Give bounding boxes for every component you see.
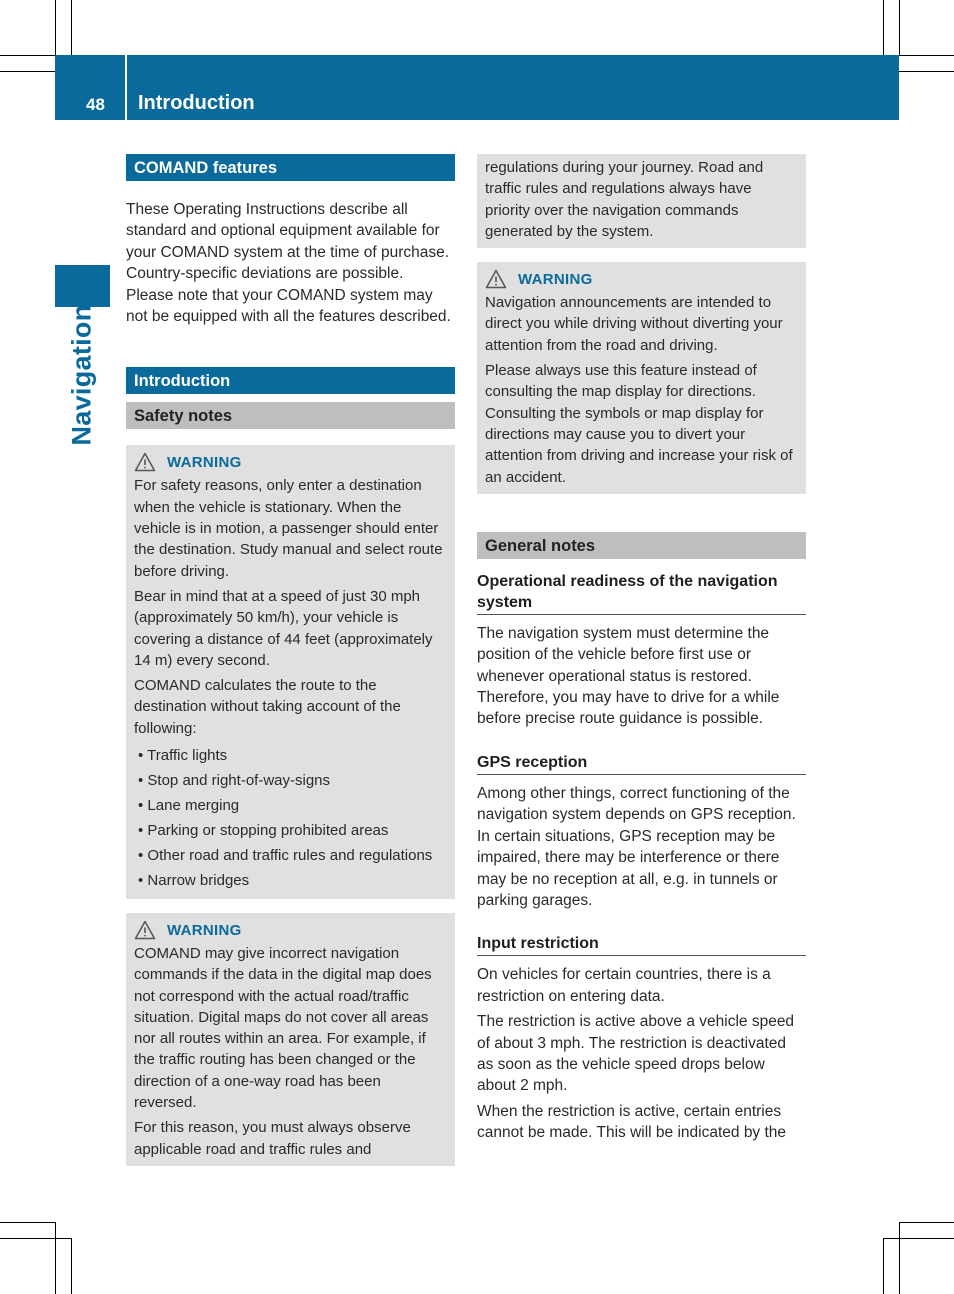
warning-paragraph: COMAND calculates the route to the destination without taking account of the following:	[134, 677, 401, 737]
subheading-gps-reception: GPS reception	[477, 752, 806, 775]
warning-header	[485, 266, 798, 292]
warning-label: WARNING	[167, 453, 242, 471]
right-column	[477, 154, 806, 1144]
bullet-list	[134, 743, 447, 893]
warning-paragraph: regulations during your journey. Road and traffic rules and regulations always have priority over the navigation commands generated by the system.	[485, 159, 764, 240]
section-heading-introduction: Introduction	[126, 367, 455, 394]
crop-mark	[71, 1238, 72, 1294]
crop-mark	[883, 1238, 954, 1239]
section-heading-general-notes: General notes	[477, 532, 806, 559]
warning-paragraph: Bear in mind that at a speed of just 30 mph (approximately 50 km/h), your vehicle is covering a distance of 44 feet (approximately 14 m) every second.	[134, 587, 433, 669]
list-item: • Other road and traffic rules and regulations	[134, 843, 447, 868]
section-heading-comand-features: COMAND features	[126, 154, 455, 181]
warning-label: WARNING	[518, 270, 593, 288]
input-restriction-text: When the restriction is active, certain entries cannot be made. This will be indicated by the	[477, 1102, 787, 1142]
section-heading-safety-notes: Safety notes	[126, 402, 455, 429]
crop-mark	[899, 1222, 900, 1294]
warning-box	[126, 445, 455, 899]
input-restriction-text: The restriction is active above a vehicle speed of about 3 mph. The restriction is deactivated as soon as the vehicle speed drops below about 2 mph.	[477, 1013, 795, 1095]
crop-mark	[883, 1238, 884, 1294]
list-item: • Stop and right-of-way-signs	[134, 768, 447, 793]
warning-paragraph: For safety reasons, only enter a destination when the vehicle is stationary. When the vehicle is in motion, a passenger should enter the destination. Study manual and select route before driving.	[134, 477, 443, 580]
warning-header	[134, 449, 447, 475]
list-item: • Parking or stopping prohibited areas	[134, 818, 447, 843]
crop-mark	[0, 55, 55, 56]
warning-paragraph: Please always use this feature instead of consulting the map display for directions. Consulting the symbols or map display for directions may cause you to divert your attention from driving and increase your risk of an accident.	[485, 362, 793, 486]
subheading-operational-readiness: Operational readiness of the navigation system	[477, 571, 806, 615]
crop-mark	[899, 55, 954, 56]
crop-mark	[0, 1222, 55, 1223]
left-column	[126, 154, 455, 1166]
crop-mark	[899, 71, 954, 72]
crop-mark	[55, 0, 56, 55]
warning-paragraph: COMAND may give incorrect navigation commands if the data in the digital map does not correspond with the actual road/traffic situation. Digital maps do not cover all areas nor all routes within an area. For example, if the traffic routing has been changed or the direction of a one-way road has been reversed.	[134, 945, 432, 1112]
warning-paragraph: For this reason, you must always observe applicable road and traffic rules and	[134, 1119, 411, 1158]
warning-triangle-icon	[134, 452, 156, 472]
crop-mark	[883, 0, 884, 55]
crop-mark	[0, 71, 55, 72]
warning-triangle-icon	[134, 920, 156, 940]
gps-reception-text: Among other things, correct functioning of the navigation system depends on GPS reception. In certain situations, GPS reception may be impaired, there may be interference or there may be no reception at all, e.g. in tunnels or parking garages.	[477, 784, 796, 909]
warning-box-continued	[477, 154, 806, 248]
header-divider	[125, 55, 127, 120]
operational-readiness-text: The navigation system must determine the position of the vehicle before first use or whenever operational status is restored. Therefore, you may have to drive for a while before precise route guidance is possible.	[477, 624, 780, 728]
page-number: 48	[86, 95, 105, 114]
crop-mark	[899, 0, 900, 55]
side-tab-marker	[55, 265, 110, 307]
warning-box	[126, 913, 455, 1166]
crop-mark	[55, 1222, 56, 1294]
warning-label: WARNING	[167, 921, 242, 939]
side-tab-label: Navigation	[66, 304, 97, 446]
subheading-input-restriction: Input restriction	[477, 933, 806, 956]
warning-header	[134, 917, 447, 943]
crop-mark	[899, 1222, 954, 1223]
input-restriction-text: On vehicles for certain countries, there is a restriction on entering data.	[477, 966, 771, 1005]
warning-box	[477, 262, 806, 494]
warning-triangle-icon	[485, 269, 507, 289]
crop-mark	[71, 0, 72, 55]
crop-mark	[0, 1238, 71, 1239]
list-item: • Traffic lights	[134, 743, 447, 768]
warning-paragraph: Navigation announcements are intended to direct you while driving without diverting your attention from the road and driving.	[485, 294, 783, 354]
page-title: Introduction	[138, 92, 255, 114]
comand-features-text: These Operating Instructions describe all standard and optional equipment available for your COMAND system at the time of purchase. Country-specific deviations are possible. Please note that your COMAND system may not be equipped with all the features described.	[126, 201, 451, 326]
list-item: • Narrow bridges	[134, 868, 447, 893]
list-item: • Lane merging	[134, 793, 447, 818]
